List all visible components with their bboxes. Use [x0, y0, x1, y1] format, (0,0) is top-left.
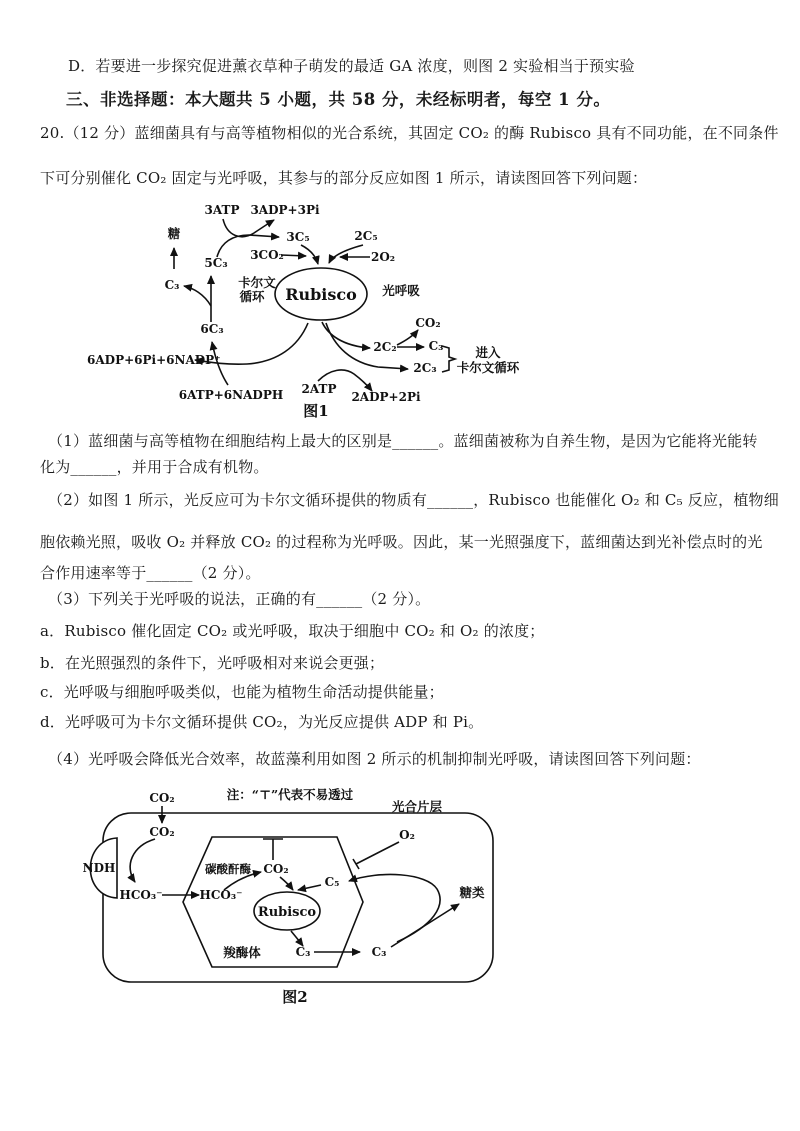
fig1-label-enter-1: 进入	[475, 345, 501, 360]
fig1-label-6atp: 6ATP+6NADPH	[178, 388, 284, 402]
fig2-label-ndh: NDH	[82, 861, 116, 875]
statement-c: c．光呼吸与细胞呼吸类似，也能为植物生命活动提供能量；	[40, 683, 444, 701]
fig2-blocked-o2-bar	[353, 859, 359, 869]
fig2-blocked-o2-line	[356, 842, 399, 864]
q20-intro-line1: 20.（12 分）蓝细菌具有与高等植物相似的光合系统，其固定 CO₂ 的酶 Rubisco 具有不同功能，在不同条件	[40, 124, 779, 142]
fig1-label-calvin-2: 循环	[239, 289, 265, 304]
fig1-label-rubisco: Rubisco	[285, 285, 357, 304]
fig1-label-3adp3pi: 3ADP+3Pi	[250, 203, 320, 217]
fig1-label-5c3: 5C₃	[204, 256, 228, 270]
section-heading: 三、非选择题：本大题共 5 小题，共 58 分，未经标明者，每空 1 分。	[66, 90, 611, 109]
q20-intro-line2: 下可分别催化 CO₂ 固定与光呼吸，其参与的部分反应如图 1 所示，请读图回答下列问题：	[40, 169, 648, 187]
q20-part2-line3: 合作用速率等于______（2 分）。	[40, 564, 261, 582]
statement-a: a．Rubisco 催化固定 CO₂ 或光呼吸，取决于细胞中 CO₂ 和 O₂ 的浓度；	[40, 622, 545, 640]
fig2-caption: 图2	[282, 988, 308, 1006]
fig1-caption: 图1	[303, 402, 329, 420]
fig1-arrow-2c5-to-rubisco	[329, 245, 363, 263]
statement-d: d．光呼吸可为卡尔文循环提供 CO₂，为光反应提供 ADP 和 Pi。	[40, 713, 484, 731]
fig1-label-photorespiration: 光呼吸	[382, 283, 420, 298]
fig1-label-co2-right: CO₂	[415, 316, 441, 330]
fig2-label-carboxysome: 羧酶体	[223, 945, 261, 960]
fig1-label-calvin-1: 卡尔文	[238, 275, 276, 290]
fig2-label-rubisco: Rubisco	[257, 905, 317, 920]
fig1-label-2c3: 2C₃	[413, 361, 437, 375]
fig2-arrow-co2-to-hco3	[130, 839, 155, 882]
fig1-arrow-2c2-to-co2	[397, 330, 418, 345]
fig1-label-2c2: 2C₂	[373, 340, 397, 354]
fig1-label-sugar: 糖	[167, 226, 181, 241]
q20-part1-line1: （1）蓝细菌与高等植物在细胞结构上最大的区别是______。蓝细菌被称为自养生物，是因为它能将光能转	[48, 432, 758, 450]
fig1-label-3atp: 3ATP	[204, 203, 240, 217]
fig1-label-2c5: 2C₅	[354, 229, 378, 243]
fig1-arrow-3co2-in	[281, 255, 306, 256]
fig2-arrow-loop-to-c5	[349, 874, 440, 942]
q20-part3-line: （3）下列关于光呼吸的说法，正确的有______（2 分）。	[48, 590, 431, 608]
fig2-label-sugar: 糖类	[459, 885, 485, 900]
figure2-diagram	[60, 780, 520, 1020]
q20-part2-line1: （2）如图 1 所示，光反应可为卡尔文循环提供的物质有______，Rubisco 也能催化 O₂ 和 C₅ 反应，植物细	[48, 491, 779, 509]
q20-part4-line: （4）光呼吸会降低光合效率，故蓝藻利用如图 2 所示的机制抑制光呼吸，请读图回答下列问题：	[48, 750, 701, 768]
fig1-brace	[442, 346, 455, 372]
q20-part1-line2: 化为______，并用于合成有机物。	[40, 458, 269, 476]
fig2-label-c3-outside: C₃	[371, 945, 387, 959]
fig2-label-co2-outside: CO₂	[149, 791, 175, 805]
fig1-label-6c3: 6C₃	[200, 322, 224, 336]
fig2-label-co2-inside: CO₂	[149, 825, 175, 839]
fig1-label-enter-2: 卡尔文循环	[456, 360, 520, 375]
fig2-label-c5: C₅	[324, 875, 340, 889]
fig1-arrow-rubisco-to-2c2	[322, 322, 370, 348]
fig1-label-2adp: 2ADP+2Pi	[351, 390, 421, 404]
fig1-label-c3-right: C₃	[428, 339, 444, 353]
fig1-label-6adp: 6ADP+6Pi+6NADP⁺	[87, 353, 221, 367]
fig1-label-c3-left: C₃	[164, 278, 180, 292]
fig1-label-2atp: 2ATP	[301, 382, 337, 396]
fig1-label-3co2: 3CO₂	[250, 248, 284, 262]
fig2-label-hco3-b: HCO₃⁻	[199, 888, 243, 902]
fig2-label-c3-inside: C₃	[295, 945, 311, 959]
fig1-arrow-to-c3	[184, 286, 211, 306]
fig2-label-o2: O₂	[399, 828, 415, 842]
fig2-note: 注：“⊤”代表不易透过	[226, 787, 354, 802]
figure1-diagram	[80, 195, 540, 425]
statement-b: b．在光照强烈的条件下，光呼吸相对来说会更强；	[40, 654, 385, 672]
fig1-arrow-3atp-to-3adp	[223, 219, 274, 237]
fig1-label-2o2: 2O₂	[370, 250, 396, 264]
fig1-arrow-3c5-to-rubisco	[301, 245, 318, 264]
fig2-label-carbonic-anhydrase: 碳酸酐酶	[205, 862, 251, 876]
fig2-label-co2-hex: CO₂	[263, 862, 289, 876]
option-d-line: D．若要进一步探究促进薰衣草种子萌发的最适 GA 浓度，则图 2 实验相当于预实验	[68, 57, 635, 75]
fig2-label-lamella: 光合片层	[391, 799, 443, 814]
q20-part2-line2: 胞依赖光照，吸收 O₂ 并释放 CO₂ 的过程称为光呼吸。因此，某一光照强度下，蓝细菌达到光补偿点时的光	[40, 533, 763, 551]
fig1-label-3c5: 3C₅	[286, 230, 310, 244]
fig2-label-hco3-a: HCO₃⁻	[119, 888, 163, 902]
